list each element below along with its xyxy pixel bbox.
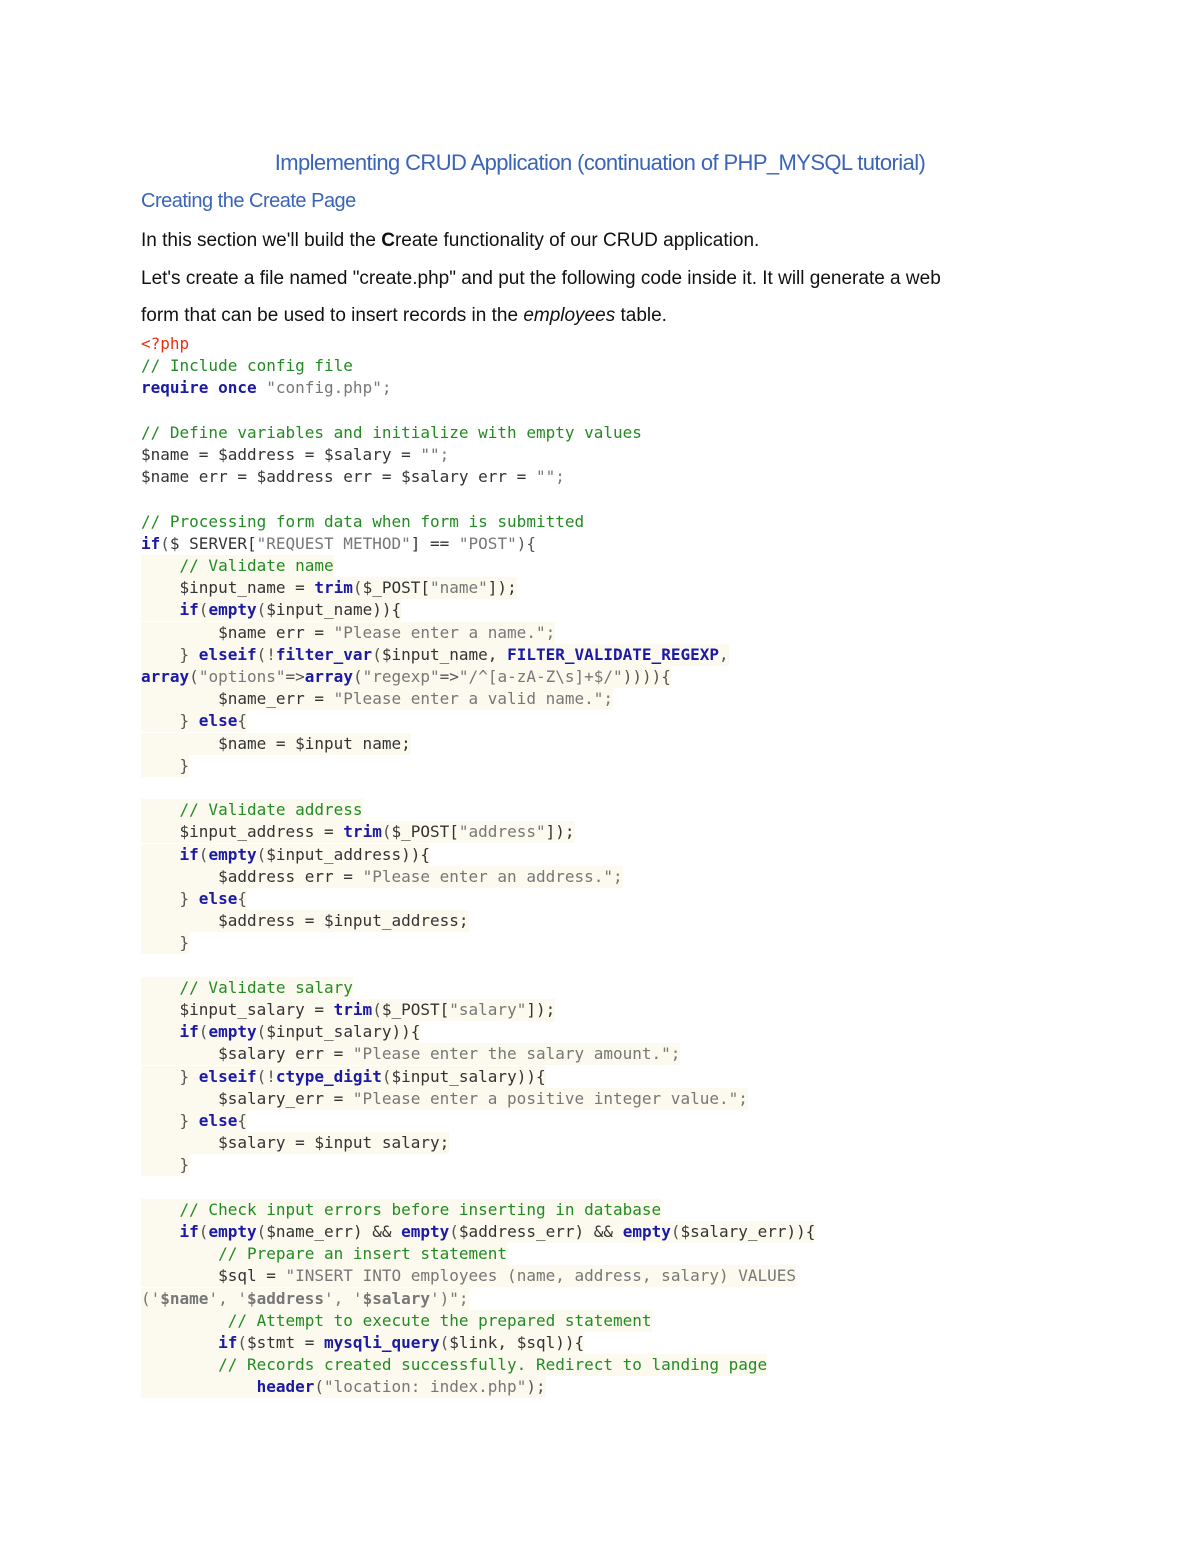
code-line <box>141 622 555 644</box>
code-token: ( <box>256 1022 267 1042</box>
code-token: if <box>141 533 161 553</box>
code-token: ( <box>256 844 267 864</box>
code-token: ""; <box>535 467 565 487</box>
code-line <box>141 1066 546 1088</box>
code-token: $_POST[ <box>391 822 459 842</box>
code-token: } <box>179 755 190 775</box>
code-line <box>141 444 449 466</box>
code-token: ( <box>198 600 209 620</box>
code-token <box>141 600 180 619</box>
code-line <box>141 1376 546 1398</box>
code-token <box>141 845 180 864</box>
code-token <box>141 867 218 886</box>
code-token: else <box>198 1111 238 1130</box>
code-token: ]); <box>545 822 575 842</box>
code-token: $input_salary = <box>179 1000 334 1019</box>
code-line <box>141 533 536 555</box>
code-token: "Please enter a positive integer value."; <box>352 1088 748 1108</box>
code-token <box>141 1155 180 1174</box>
code-token: $input_salary)){ <box>391 1066 546 1086</box>
code-token: ( <box>256 600 267 620</box>
code-token: ( <box>314 1377 325 1397</box>
code-line <box>141 999 555 1021</box>
code-token: ( <box>372 644 382 664</box>
code-token: $input_address)){ <box>266 844 431 864</box>
code-line <box>141 977 353 999</box>
code-token: <?php <box>141 334 190 353</box>
code-token: ', ' <box>324 1288 363 1308</box>
code-token: "address" <box>458 822 546 842</box>
code-token: => <box>285 667 305 686</box>
code-line <box>141 866 623 888</box>
code-token: $salary <box>362 1288 430 1308</box>
code-token: ( <box>670 1222 681 1241</box>
code-token: if <box>179 1222 199 1241</box>
instruction-paragraph <box>141 260 1071 334</box>
code-token: )))) <box>622 667 662 686</box>
code-token: // Validate name <box>179 556 334 575</box>
code-token: } <box>179 1155 190 1175</box>
code-token: ( <box>198 1022 209 1042</box>
code-token: if <box>179 600 199 620</box>
code-token: $input_name)){ <box>266 600 402 620</box>
code-token <box>141 1111 180 1130</box>
code-token: trim <box>314 578 353 598</box>
code-token <box>141 734 218 753</box>
code-line <box>141 666 671 688</box>
code-token: trim <box>333 1000 373 1019</box>
code-token: "options" <box>198 667 286 686</box>
code-line <box>141 1088 748 1110</box>
code-token: { <box>661 667 671 686</box>
code-line <box>141 422 642 444</box>
code-token <box>141 933 180 952</box>
code-line <box>141 1354 767 1376</box>
code-line <box>141 910 469 932</box>
code-line <box>141 1021 420 1043</box>
code-token: $address err = <box>218 866 363 886</box>
code-token: "salary" <box>449 1000 527 1019</box>
code-token: ', ' <box>208 1288 247 1308</box>
code-line <box>141 1243 507 1265</box>
code-token: $name err = $address err = $salary err = <box>141 467 536 487</box>
code-token: empty <box>208 844 257 864</box>
code-line <box>141 1288 469 1310</box>
code-line <box>141 511 584 533</box>
code-token: "Please enter an address."; <box>362 866 623 886</box>
code-token <box>141 911 218 930</box>
code-token: "REQUEST METHOD" <box>256 533 411 553</box>
code-token <box>141 645 180 664</box>
code-token <box>141 1200 180 1219</box>
code-token <box>141 1266 218 1285</box>
code-token: ')"; <box>430 1288 469 1308</box>
code-token: "Please enter a name."; <box>333 622 556 642</box>
code-token: "INSERT INTO employees (name, address, salary) VALUES <box>285 1266 797 1286</box>
code-line <box>141 377 391 399</box>
code-line <box>141 755 189 777</box>
intro-text-after: reate functionality of our CRUD application. <box>394 230 760 251</box>
code-token: // Check input errors before inserting in database <box>179 1199 662 1219</box>
code-line <box>141 355 353 377</box>
code-line <box>141 1199 661 1221</box>
code-line <box>141 333 189 355</box>
code-token: $name <box>160 1288 209 1308</box>
code-line <box>141 733 411 755</box>
code-token: ctype_digit <box>275 1066 382 1086</box>
code-token: ( <box>256 1222 267 1241</box>
code-token: // Attempt to execute the prepared statement <box>227 1310 652 1330</box>
intro-text-before: In this section we'll build the <box>141 230 382 251</box>
code-token: empty <box>208 1022 257 1042</box>
code-token: $link, $sql)){ <box>449 1333 585 1352</box>
code-token: // Include config file <box>141 356 353 376</box>
code-token <box>141 623 218 642</box>
code-token: $sql = <box>218 1266 286 1286</box>
code-token: "/^[a-zA-Z\s]+$/" <box>458 667 623 686</box>
code-token: FILTER_VALIDATE_REGEXP <box>507 644 719 664</box>
code-token: empty <box>401 1222 450 1241</box>
code-token: mysqli_query <box>324 1333 440 1352</box>
code-token <box>141 1022 180 1041</box>
code-token: ( <box>237 1333 247 1352</box>
code-token: if <box>218 1333 238 1352</box>
code-line <box>141 1265 796 1287</box>
code-token <box>141 756 180 775</box>
code-token <box>141 889 180 908</box>
code-token: ); <box>526 1377 546 1397</box>
code-token: array <box>141 667 190 686</box>
code-line <box>141 1221 815 1243</box>
code-token: } <box>179 711 199 731</box>
code-token <box>141 1089 218 1108</box>
code-token: (! <box>256 644 276 664</box>
code-token <box>141 711 180 730</box>
code-token <box>141 689 218 708</box>
code-token <box>141 1377 257 1396</box>
code-token: $name_err = <box>218 689 334 709</box>
code-line <box>141 888 247 910</box>
code-line <box>141 844 430 866</box>
code-token <box>141 1333 218 1352</box>
intro-text-bold: C <box>381 230 395 251</box>
code-token: ]); <box>487 578 517 598</box>
code-token: require once <box>141 378 257 398</box>
code-token: "config.php"; <box>266 378 392 398</box>
code-token: "regexp" <box>362 667 440 686</box>
code-token <box>141 1133 218 1152</box>
code-line <box>141 466 565 488</box>
code-token: $_POST[ <box>381 1000 450 1019</box>
code-token: empty <box>208 1222 257 1241</box>
code-token: // Validate salary <box>179 977 353 997</box>
code-token: array <box>304 667 353 686</box>
code-token: else <box>198 711 238 731</box>
code-token <box>141 1222 180 1241</box>
code-token: header <box>256 1377 315 1397</box>
code-token: ( <box>449 1222 459 1241</box>
code-token: $name = $input name; <box>218 733 411 753</box>
code-line <box>141 821 575 843</box>
code-token <box>141 1244 218 1263</box>
code-token: $address = $input_address; <box>218 911 469 931</box>
code-token: { <box>237 1111 247 1130</box>
code-token: ( <box>352 667 363 686</box>
code-token: ( <box>352 578 363 598</box>
code-token: ]); <box>526 1000 556 1019</box>
code-token <box>141 1311 228 1330</box>
code-token: elseif <box>198 644 257 664</box>
code-token: ( <box>189 667 199 686</box>
code-token: (' <box>141 1288 161 1308</box>
code-token: $name_err) && <box>266 1222 402 1241</box>
code-token: (! <box>256 1066 276 1086</box>
code-token <box>141 1355 218 1374</box>
code-line <box>141 644 729 666</box>
code-token: $_POST[ <box>362 578 430 598</box>
code-token: ( <box>381 822 392 842</box>
code-line <box>141 1043 680 1065</box>
code-token: ( <box>198 844 209 864</box>
code-token: ( <box>160 533 170 553</box>
code-token: { <box>237 711 247 731</box>
intro-paragraph <box>141 222 1071 259</box>
code-token: "POST" <box>458 533 517 553</box>
code-token: $salary = $input salary; <box>218 1133 450 1153</box>
code-token <box>141 1044 218 1063</box>
code-token: => <box>439 667 459 686</box>
code-token: // Records created successfully. Redirect to landing page <box>218 1355 768 1375</box>
code-line <box>141 1154 189 1176</box>
code-token: $salary err = <box>218 1044 353 1064</box>
code-token: empty <box>208 600 257 620</box>
code-token: // Prepare an insert statement <box>218 1244 508 1264</box>
code-token: $salary_err = <box>218 1088 353 1108</box>
code-line <box>141 599 401 621</box>
code-token: "Please enter the salary amount."; <box>352 1044 681 1064</box>
code-line <box>141 577 517 599</box>
document-title: Implementing CRUD Application (continuation of PHP_MYSQL tutorial) <box>274 150 926 175</box>
code-token: $stmt = <box>246 1333 325 1352</box>
code-token: } <box>179 889 199 908</box>
code-line <box>141 1310 652 1332</box>
instruction-line-2-italic: employees <box>523 305 616 326</box>
code-token: $name err = <box>218 622 334 642</box>
instruction-line-2-after: table. <box>615 305 667 326</box>
code-line <box>141 799 363 821</box>
code-token: ){ <box>516 533 536 553</box>
code-token: ""; <box>420 445 450 464</box>
code-token: // Define variables and initialize with empty values <box>141 422 642 442</box>
code-token <box>141 800 180 819</box>
instruction-line-2-before: form that can be used to insert records in the <box>141 305 524 326</box>
code-token: $salary_err)){ <box>680 1222 816 1241</box>
code-token: } <box>179 644 199 664</box>
code-token: , <box>718 644 729 664</box>
code-token: } <box>179 1066 199 1086</box>
code-token: ( <box>198 1222 209 1241</box>
code-token <box>141 578 180 597</box>
code-token: $ SERVER[ <box>169 533 257 553</box>
code-line <box>141 688 613 710</box>
code-token: $address_err) && <box>458 1222 623 1241</box>
code-token: // Processing form data when form is submitted <box>141 511 585 531</box>
code-token: trim <box>343 822 382 842</box>
code-token: else <box>198 889 238 908</box>
code-token <box>141 1000 180 1019</box>
code-token: { <box>237 889 247 908</box>
code-token: empty <box>622 1222 671 1241</box>
code-line <box>141 555 334 577</box>
code-token: "location: index.php" <box>324 1377 527 1397</box>
code-token: "name" <box>430 578 488 598</box>
code-line <box>141 710 247 732</box>
code-token <box>141 978 180 997</box>
code-token <box>141 822 180 841</box>
code-token: $name = $address = $salary = <box>141 445 421 464</box>
code-token: elseif <box>198 1066 257 1086</box>
code-token: } <box>179 1111 199 1130</box>
code-token: "Please enter a valid name."; <box>333 689 614 709</box>
code-token: if <box>179 844 199 864</box>
code-token: filter_var <box>275 644 373 664</box>
code-token: ] == <box>410 533 459 553</box>
code-line <box>141 1132 449 1154</box>
code-token: } <box>179 933 190 953</box>
instruction-line-1: Let's create a file named "create.php" and put the following code inside it. It will generate a web <box>141 268 941 289</box>
code-token <box>257 378 267 397</box>
code-line <box>141 1332 584 1354</box>
code-token: ( <box>372 1000 382 1019</box>
code-token: $input_salary)){ <box>266 1022 421 1042</box>
code-line <box>141 932 189 954</box>
code-token: $address <box>246 1288 325 1308</box>
code-token: ( <box>439 1333 450 1352</box>
section-heading: Creating the Create Page <box>141 190 356 212</box>
code-token: // Validate address <box>179 800 363 820</box>
code-line <box>141 1110 247 1132</box>
code-token: if <box>179 1022 199 1042</box>
code-token: ( <box>381 1066 392 1086</box>
code-token: $input_name, <box>381 644 508 664</box>
code-token <box>141 556 180 575</box>
code-token: $input_address = <box>179 822 344 842</box>
code-token: $input_name = <box>179 578 315 598</box>
code-token <box>141 1067 180 1086</box>
